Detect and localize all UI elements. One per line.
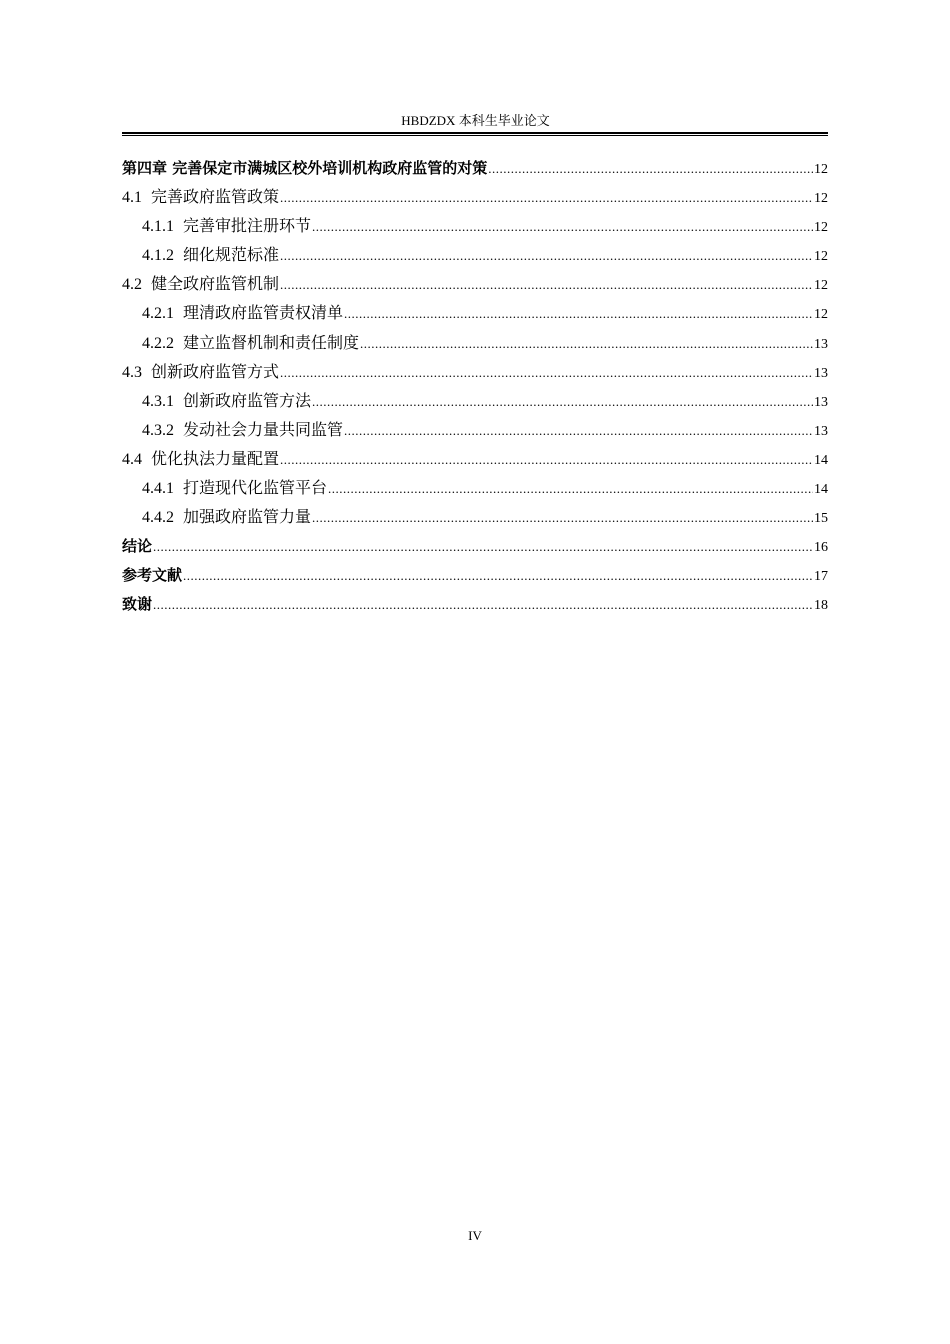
toc-entry-number: 4.3.2 [142, 421, 174, 439]
toc-dot-leader [153, 590, 813, 619]
toc-dot-leader [328, 474, 813, 503]
header-rule [122, 132, 828, 136]
toc-entry-page: 15 [814, 511, 828, 527]
toc-entry[interactable] [122, 416, 828, 445]
toc-entry-title: 致谢 [122, 595, 153, 614]
toc-entry-number: 4.1.2 [142, 247, 174, 265]
toc-dot-leader [344, 299, 813, 328]
toc-entry-title: 完善政府监管政策 [151, 189, 280, 207]
toc-entry-title: 细化规范标准 [183, 247, 280, 265]
toc-entry-title: 参考文献 [122, 566, 183, 585]
toc-entry-title: 理清政府监管责权清单 [183, 305, 344, 323]
toc-entry-number: 4.3.1 [142, 392, 174, 410]
toc-entry-number: 4.2.2 [142, 334, 174, 352]
toc-entry[interactable] [122, 154, 828, 183]
toc-entry-number: 4.1.1 [142, 218, 174, 236]
toc-entry[interactable] [122, 445, 828, 474]
toc-entry-title: 建立监督机制和责任制度 [183, 334, 360, 352]
toc-entry[interactable] [122, 387, 828, 416]
toc-dot-leader [488, 154, 813, 183]
toc-entry-title: 结论 [122, 537, 153, 556]
toc-dot-leader [280, 358, 813, 387]
toc-entry-title: 完善审批注册环节 [183, 218, 312, 236]
page-number: IV [468, 1228, 482, 1243]
toc-entry-page: 17 [814, 569, 828, 585]
toc-entry-title: 创新政府监管方法 [183, 392, 312, 410]
toc-entry[interactable] [122, 212, 828, 241]
toc-entry-title: 创新政府监管方式 [151, 363, 280, 381]
page-header: HBDZDX 本科生毕业论文 [401, 113, 550, 128]
toc-dot-leader [360, 329, 813, 358]
toc-entry-page: 12 [814, 307, 828, 323]
toc-dot-leader [312, 503, 813, 532]
toc-entry[interactable] [122, 358, 828, 387]
toc-dot-leader [183, 561, 813, 590]
toc-entry-page: 13 [814, 336, 828, 352]
toc-entry[interactable] [122, 299, 828, 328]
toc-entry[interactable] [122, 503, 828, 532]
toc-entry-number: 4.2.1 [142, 305, 174, 323]
toc-dot-leader [280, 445, 813, 474]
toc-dot-leader [153, 532, 813, 561]
toc-entry-page: 13 [814, 394, 828, 410]
toc-dot-leader [344, 416, 813, 445]
toc-entry-number: 4.4.1 [142, 480, 174, 498]
toc-dot-leader [280, 183, 813, 212]
toc-entry-page: 12 [814, 162, 828, 177]
toc-entry-page: 14 [814, 482, 828, 498]
toc-entry-page: 12 [814, 278, 828, 294]
toc-entry-page: 14 [814, 452, 828, 468]
toc-entry-number: 4.2 [122, 276, 142, 294]
table-of-contents [122, 154, 828, 620]
toc-dot-leader [280, 241, 813, 270]
toc-entry-page: 12 [814, 220, 828, 236]
toc-entry-page: 13 [814, 423, 828, 439]
toc-entry[interactable] [122, 532, 828, 561]
toc-entry[interactable] [122, 474, 828, 503]
toc-entry-title: 健全政府监管机制 [151, 276, 280, 294]
toc-entry-number: 4.4 [122, 450, 142, 468]
toc-entry[interactable] [122, 561, 828, 590]
toc-entry-page: 12 [814, 249, 828, 265]
toc-dot-leader [280, 270, 813, 299]
toc-dot-leader [312, 212, 813, 241]
toc-dot-leader [312, 387, 813, 416]
toc-entry-page: 18 [814, 598, 828, 614]
toc-entry-page: 12 [814, 191, 828, 207]
toc-entry-title: 第四章 完善保定市满城区校外培训机构政府监管的对策 [122, 159, 488, 177]
toc-entry[interactable] [122, 183, 828, 212]
toc-entry-page: 13 [814, 365, 828, 381]
toc-entry-page: 16 [814, 540, 828, 556]
toc-entry-title: 优化执法力量配置 [151, 450, 280, 468]
toc-entry[interactable] [122, 241, 828, 270]
toc-entry-title: 打造现代化监管平台 [183, 480, 328, 498]
toc-entry-title: 发动社会力量共同监管 [183, 421, 344, 439]
toc-entry[interactable] [122, 270, 828, 299]
toc-entry-number: 4.1 [122, 189, 142, 207]
toc-entry-number: 4.3 [122, 363, 142, 381]
toc-entry[interactable] [122, 590, 828, 619]
toc-entry-title: 加强政府监管力量 [183, 509, 312, 527]
toc-entry[interactable] [122, 329, 828, 358]
toc-entry-number: 4.4.2 [142, 509, 174, 527]
